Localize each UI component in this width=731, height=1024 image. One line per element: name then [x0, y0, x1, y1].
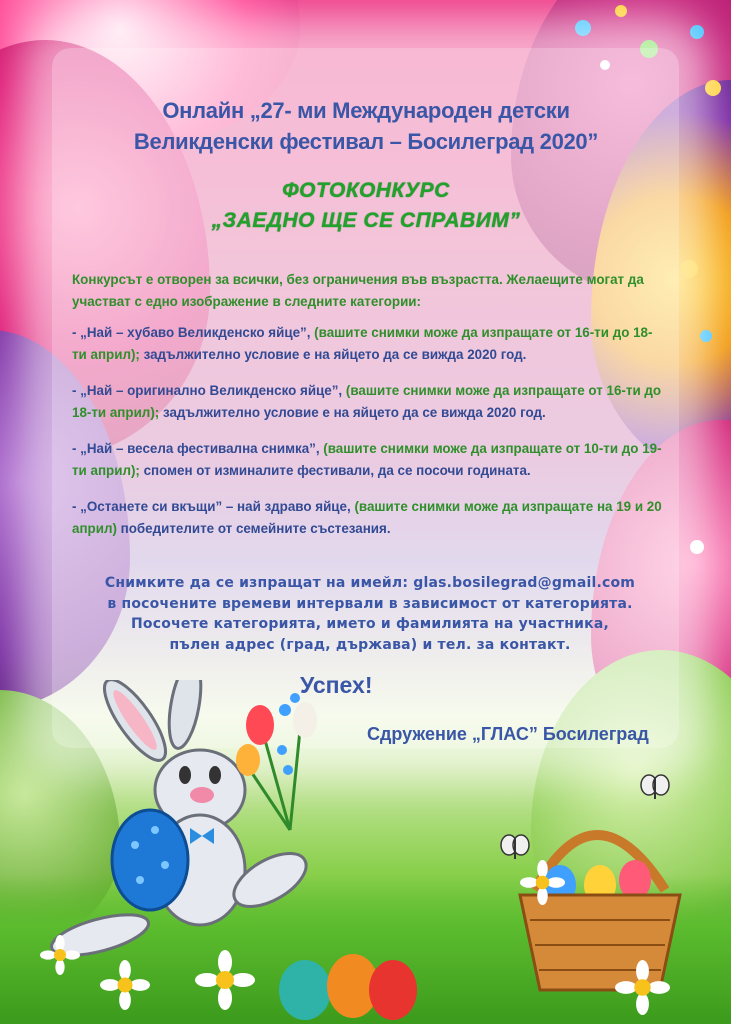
dot-decoration [700, 330, 712, 342]
daisy-icon [40, 935, 80, 975]
category-condition: задължително условие е на яйцето да се вижда 2020 год. [139, 346, 527, 362]
title-line-1: Онлайн „27- ми Международен детски [162, 98, 570, 123]
category-name: - „Най – весела фестивална снимка”, [72, 441, 320, 456]
butterfly-icon [500, 833, 530, 863]
category-condition: спомен от изминалите фестивали, да се посочи годината. [139, 462, 531, 478]
category-details: (вашите снимки може да изпращате от 16-ти до 18-ти април); [72, 325, 653, 362]
intro-paragraph: Конкурсът е отворен за всички, без ограничения във възрастта. Желаещите могат да участват с едно изображение в следните категории: [72, 272, 644, 309]
category-details: (вашите снимки може да изпращате на 19 и 20 април) [72, 499, 662, 536]
page-title [60, 95, 672, 157]
butterfly-icon [640, 773, 670, 803]
category-details: (вашите снимки може да изпращате от 10-ти до 19-ти април); [72, 441, 662, 478]
dot-decoration [575, 20, 591, 36]
contact-instructions [70, 573, 670, 655]
category-item [72, 380, 662, 423]
daisy-icon [195, 950, 255, 1010]
category-details: (вашите снимки може да изпращате от 16-ти до 18-ти април); [72, 383, 662, 420]
category-name: - „Най – хубаво Великденско яйце”, [72, 325, 311, 340]
daisy-icon [615, 960, 670, 1015]
contact-line-4: пълен адрес (град, държава) и тел. за контакт. [169, 636, 571, 653]
category-item [72, 438, 662, 481]
daisy-icon [520, 860, 565, 905]
success-text: Успех! [300, 672, 373, 698]
colored-easter-eggs-icon [275, 950, 425, 1024]
category-name: - „Най – оригинално Великденско яйце”, [72, 383, 343, 398]
category-name: - „Останете си вкъщи” – най здраво яйце, [72, 499, 351, 514]
contact-line-2: в посочените времеви интервали в зависимост от категорията. [107, 595, 633, 612]
dot-decoration [690, 25, 704, 39]
daisy-icon [100, 960, 150, 1010]
dot-decoration [690, 540, 704, 554]
dot-decoration [705, 80, 721, 96]
contest-title [60, 176, 672, 236]
category-condition: победителите от семейните състезания. [116, 520, 391, 536]
subtitle-line-1: ФОТОКОНКУРС [282, 179, 450, 202]
category-condition: задължително условие е на яйцето да се вижда 2020 год. [159, 404, 546, 420]
category-item [72, 496, 662, 539]
contact-line-1: Снимките да се изпращат на имейл: glas.bosilegrad@gmail.com [104, 575, 636, 591]
subtitle-line-2: „ЗАЕДНО ЩЕ СЕ СПРАВИМ” [211, 209, 521, 232]
contact-line-3: Посочете категорията, името и фамилията на участника, [131, 616, 609, 632]
organization-signature: Сдружение „ГЛАС” Босилеград [367, 724, 649, 744]
title-line-2: Великденски фестивал – Босилеград 2020” [133, 129, 599, 154]
category-item [72, 322, 662, 365]
dot-decoration [615, 5, 627, 17]
dot-decoration [680, 260, 698, 278]
